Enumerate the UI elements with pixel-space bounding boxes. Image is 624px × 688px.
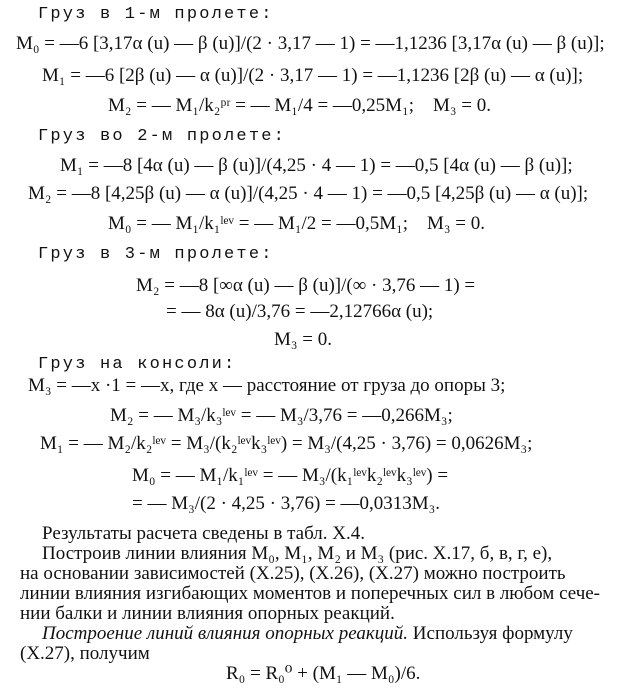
equation-span1-m1: M₁ = —6 [2β (u) — α (u)]/(2 · 3,17 — 1) = —1,1236 [2β (u) — α (u)]; xyxy=(42,65,584,86)
paragraph-line-7: (X.27), получим xyxy=(20,643,150,664)
final-equation-r0: R₀ = R₀⁰ + (M₁ — M₀)/6. xyxy=(226,663,421,684)
heading-span1: Груз в 1-м пролете: xyxy=(38,5,274,24)
equation-console-m1: M₁ = — M₂/k₂ˡᵉᵛ = M₃/(k₂ˡᵉᵛk₃ˡᵉᵛ) = M₃/(4,25 · 3,76) = 0,0626M₃; xyxy=(40,433,533,454)
paragraph-line-1: Результаты расчета сведены в табл. X.4. xyxy=(42,523,366,544)
equation-span3-m2-line1: M₂ = —8 [∞α (u) — β (u)]/(∞ · 3,76 — 1) = xyxy=(136,275,476,296)
paragraph-line-3: на основании зависимостей (X.25), (X.26), (X.27) можно построить xyxy=(20,563,566,584)
equation-span2-m1: M₁ = —8 [4α (u) — β (u)]/(4,25 · 4 — 1) = —0,5 [4α (u) — β (u)]; xyxy=(60,155,573,176)
equation-span3-m2-line2: = — 8α (u)/3,76 = —2,12766α (u); xyxy=(166,301,434,322)
heading-span3: Груз в 3-м пролете: xyxy=(38,245,274,264)
heading-span2: Груз во 2-м пролете: xyxy=(38,127,287,146)
equation-span2-m0-m3: M₀ = — M₁/k₁ˡᵉᵛ = — M₁/2 = —0,5M₁; M₃ = 0. xyxy=(108,213,486,234)
equation-span2-m2: M₂ = —8 [4,25β (u) — α (u)]/(4,25 · 4 — 1) = —0,5 [4,25β (u) — α (u)]; xyxy=(28,183,589,204)
equation-span1-m0: M₀ = —6 [3,17α (u) — β (u)]/(2 · 3,17 — 1) = —1,1236 [3,17α (u) — β (u)]; xyxy=(16,33,605,54)
equation-console-m0-line2: = — M₃/(2 · 4,25 · 3,76) = —0,0313M₃. xyxy=(132,493,441,514)
paragraph-line-6-rest: Используя формулу xyxy=(408,623,573,644)
paragraph-line-4: линии влияния изгибающих моментов и поперечных сил в любом сече- xyxy=(20,583,601,604)
paragraph-line-6 xyxy=(42,624,573,643)
equation-console-m0-line1: M₀ = — M₁/k₁ˡᵉᵛ = — M₃/(k₁ˡᵉᵛk₂ˡᵉᵛk₃ˡᵉᵛ) = xyxy=(132,465,449,486)
heading-console: Груз на консоли: xyxy=(38,355,237,374)
equation-console-m3: M₃ = —x ·1 = —x, где x — расстояние от груза до опоры 3; xyxy=(28,375,506,396)
equation-console-m2: M₂ = — M₃/k₃ˡᵉᵛ = — M₃/3,76 = —0,266M₃; xyxy=(110,405,453,426)
paragraph-line-5: нии балки и линии влияния опорных реакций. xyxy=(20,603,395,624)
equation-span3-m3: M₃ = 0. xyxy=(274,329,332,350)
paragraph-line-2: Построив линии влияния M₀, M₁, M₂ и M₃ (рис. X.17, б, в, г, е), xyxy=(42,543,553,564)
italic-subheading: Построение линий влияния опорных реакций. xyxy=(42,623,409,644)
equation-span1-m2-m3: M₂ = — M₁/k₂ᵖʳ = — M₁/4 = —0,25M₁; M₃ = 0. xyxy=(108,95,491,116)
